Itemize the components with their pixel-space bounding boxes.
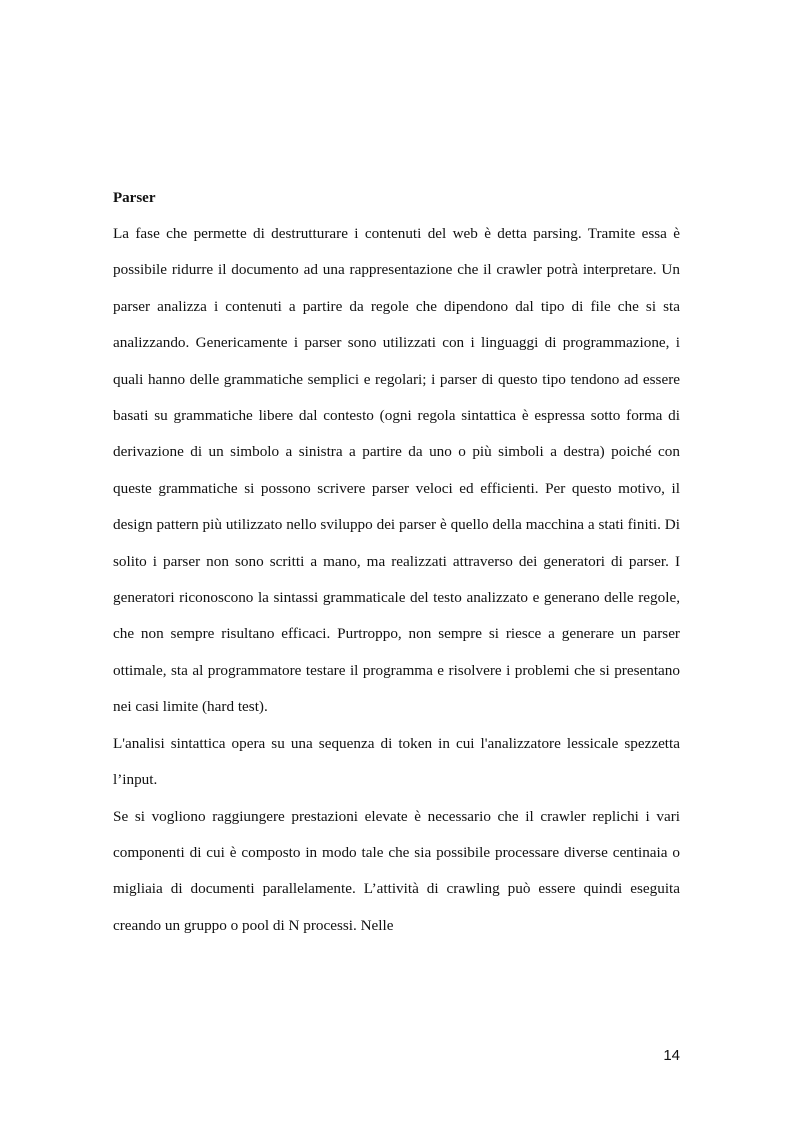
paragraph-parsing: La fase che permette di destrutturare i contenuti del web è detta parsing. Tramite essa è possibile ridurre il documento ad una rappresentazione che il crawler potrà interpretare. Un parser analizza i contenuti a partire da regole che dipendono dal tipo di file che si sta analizzando. Genericamente i parser sono utilizzati con i linguaggi di programmazione, i quali hanno delle grammatiche semplici e regolari; i parser di questo tipo tendono ad essere basati su grammatiche libere dal contesto (ogni regola sintattica è espressa sotto forma di derivazione di un simbolo a sinistra a partire da uno o più simboli a destra) poiché con queste grammatiche si possono scrivere parser veloci ed efficienti. Per questo motivo, il design pattern più utilizzato nello sviluppo dei parser è quello della macchina a stati finiti. Di solito i parser non sono scritti a mano, ma realizzati attraverso dei generatori di parser. I generatori riconoscono la sintassi grammaticale del testo analizzato e generano delle regole, che non sempre risultano efficaci. Purtroppo, non sempre si riesce a generare un parser ottimale, sta al programmatore testare il programma e risolvere i problemi che si presentano nei casi limite (hard test).: [113, 225, 680, 716]
paragraph-syntax-analysis: L'analisi sintattica opera su una sequenza di token in cui l'analizzatore lessicale spezzetta l’input.: [113, 734, 680, 789]
section-heading: Parser: [113, 190, 156, 206]
paragraph-performance: Se si vogliono raggiungere prestazioni elevate è necessario che il crawler replichi i vari componenti di cui è composto in modo tale che sia possibile processare diverse centinaia o migliaia di documenti parallelamente. L’attività di crawling può essere quindi eseguita creando un gruppo o pool di N processi. Nelle: [113, 807, 680, 934]
page-content: [113, 180, 680, 944]
page-number: 14: [663, 1047, 680, 1064]
